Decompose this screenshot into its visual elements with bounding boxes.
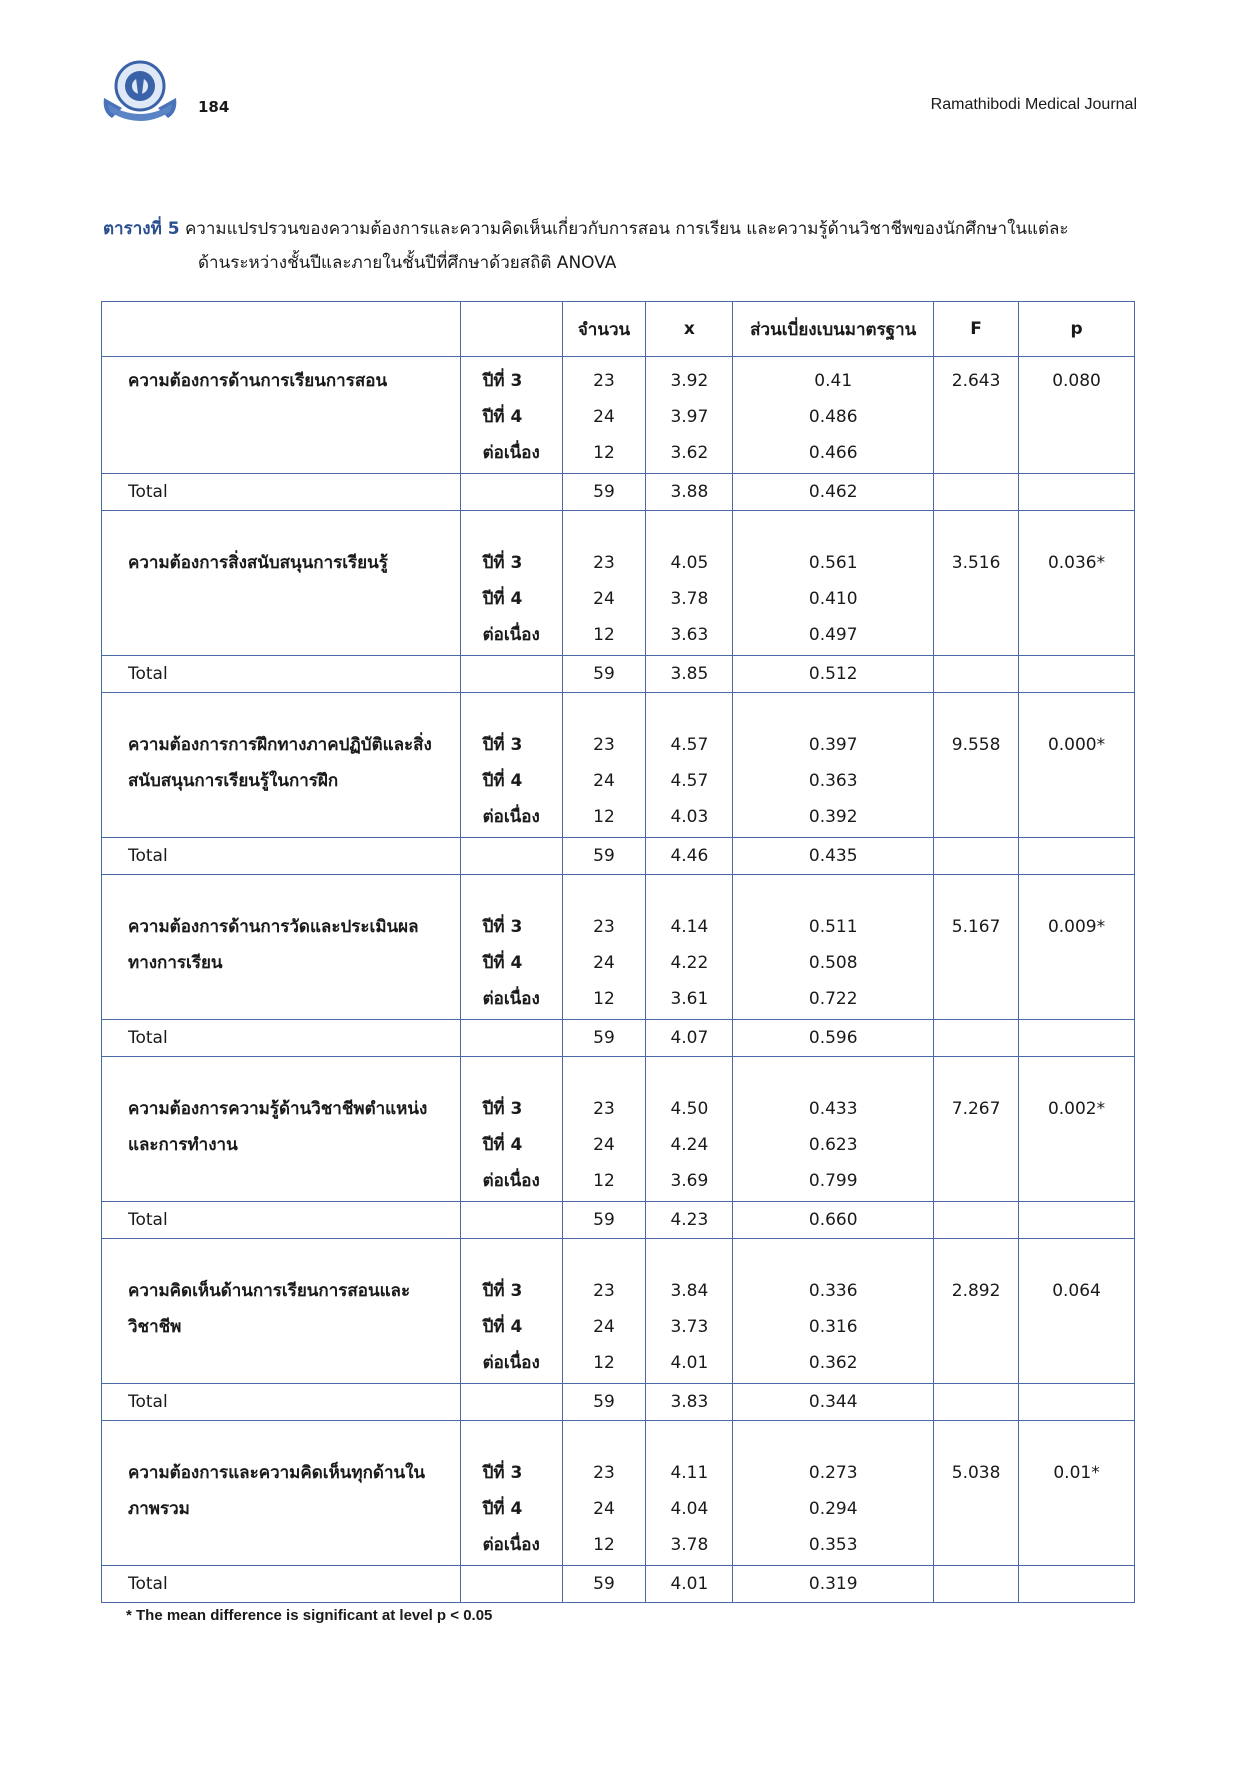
level-cell <box>460 1421 562 1566</box>
level-cell-value: ปีที่ 3 <box>482 1281 523 1301</box>
f-cell <box>934 511 1019 656</box>
total-mean: 3.88 <box>646 474 733 511</box>
total-row <box>102 656 1135 693</box>
total-row <box>102 1384 1135 1421</box>
page-header <box>0 0 1249 140</box>
level-cell-value: ปีที่ 4 <box>482 1317 523 1337</box>
p-cell <box>1019 1421 1135 1566</box>
mean-cell <box>646 693 733 838</box>
level-cell-value: ปีที่ 3 <box>482 917 523 937</box>
total-row <box>102 474 1135 511</box>
journal-title: Ramathibodi Medical Journal <box>930 96 1137 113</box>
significance-footnote: * The mean difference is significant at level p < 0.05 <box>126 1607 493 1624</box>
total-mean: 3.83 <box>646 1384 733 1421</box>
p-cell <box>1019 1057 1135 1202</box>
f-cell <box>934 875 1019 1020</box>
header-p: p <box>1019 302 1135 357</box>
level-cell-value: ปีที่ 4 <box>482 1499 523 1519</box>
total-mean: 4.07 <box>646 1020 733 1057</box>
p-cell <box>1019 875 1135 1020</box>
total-f-empty <box>934 1566 1019 1603</box>
total-p-empty <box>1019 1566 1135 1603</box>
sd-cell-value: 0.511 <box>808 917 858 937</box>
category-cell-value: ความต้องการด้านการวัดและประเมินผลทางการเรียน <box>128 917 419 973</box>
mean-cell-value: 4.04 <box>670 1499 709 1519</box>
count-cell-value: 24 <box>593 589 615 609</box>
mean-cell <box>646 511 733 656</box>
total-count: 59 <box>562 1566 646 1603</box>
caption-line-2: ด้านระหว่างชั้นปีและภายในชั้นปีที่ศึกษาด้วยสถิติ ANOVA <box>198 253 617 273</box>
count-cell <box>562 357 646 474</box>
total-p-empty <box>1019 1020 1135 1057</box>
mean-cell <box>646 1421 733 1566</box>
sd-cell-value: 0.466 <box>808 443 858 463</box>
sd-cell <box>733 693 934 838</box>
p-cell-value: 0.009* <box>1047 917 1106 937</box>
level-cell-value: ต่อเนื่อง <box>482 1535 540 1555</box>
total-mean: 4.23 <box>646 1202 733 1239</box>
f-cell-value: 9.558 <box>951 735 1001 755</box>
total-level-empty <box>460 656 562 693</box>
sd-cell-value: 0.397 <box>808 735 858 755</box>
mean-cell-value: 4.01 <box>670 1353 709 1373</box>
sd-cell-value: 0.410 <box>808 589 858 609</box>
total-label: Total <box>102 1020 461 1057</box>
count-cell-value: 24 <box>593 771 615 791</box>
total-level-empty <box>460 474 562 511</box>
total-p-empty <box>1019 656 1135 693</box>
level-cell-value: ปีที่ 3 <box>482 371 523 391</box>
total-sd: 0.660 <box>733 1202 934 1239</box>
total-p-empty <box>1019 474 1135 511</box>
count-cell-value: 24 <box>593 1499 615 1519</box>
mean-cell-value: 4.05 <box>670 553 709 573</box>
header-f: F <box>934 302 1019 357</box>
level-cell-value: ปีที่ 4 <box>482 953 523 973</box>
table-group-row <box>102 511 1135 656</box>
count-cell <box>562 1239 646 1384</box>
total-p-empty <box>1019 838 1135 875</box>
total-row <box>102 1020 1135 1057</box>
total-label: Total <box>102 1384 461 1421</box>
p-cell <box>1019 693 1135 838</box>
header-level <box>460 302 562 357</box>
sd-cell-value: 0.363 <box>808 771 858 791</box>
sd-cell-value: 0.273 <box>808 1463 858 1483</box>
f-cell <box>934 1239 1019 1384</box>
total-count: 59 <box>562 474 646 511</box>
f-cell-value: 2.892 <box>951 1281 1001 1301</box>
count-cell-value: 24 <box>593 953 615 973</box>
category-cell <box>102 511 461 656</box>
total-f-empty <box>934 656 1019 693</box>
total-sd: 0.596 <box>733 1020 934 1057</box>
count-cell <box>562 875 646 1020</box>
total-count: 59 <box>562 656 646 693</box>
mean-cell <box>646 1057 733 1202</box>
p-cell <box>1019 511 1135 656</box>
count-cell-value: 24 <box>593 407 615 427</box>
table-body <box>102 357 1135 1603</box>
f-cell <box>934 357 1019 474</box>
count-cell-value: 23 <box>593 553 615 573</box>
total-level-empty <box>460 1566 562 1603</box>
level-cell-value: ต่อเนื่อง <box>482 1171 540 1191</box>
level-cell <box>460 875 562 1020</box>
mean-cell-value: 4.24 <box>670 1135 709 1155</box>
total-level-empty <box>460 1020 562 1057</box>
total-label: Total <box>102 1202 461 1239</box>
total-count: 59 <box>562 1020 646 1057</box>
mean-cell <box>646 875 733 1020</box>
total-sd: 0.435 <box>733 838 934 875</box>
level-cell-value: ปีที่ 3 <box>482 1099 523 1119</box>
category-cell-value: ความต้องการการฝึกทางภาคปฏิบัติและสิ่งสนับสนุนการเรียนรู้ในการฝึก <box>128 735 432 791</box>
table-group-row <box>102 693 1135 838</box>
level-cell <box>460 511 562 656</box>
sd-cell-value: 0.433 <box>808 1099 858 1119</box>
caption-line-1: ความแปรปรวนของความต้องการและความคิดเห็นเกี่ยวกับการสอน การเรียน และความรู้ด้านวิชาชีพของนักศึกษาในแต่ละ <box>184 219 1069 239</box>
count-cell-value: 12 <box>593 989 615 1009</box>
count-cell-value: 12 <box>593 1171 615 1191</box>
level-cell-value: ปีที่ 3 <box>482 553 523 573</box>
mean-cell-value: 4.11 <box>670 1463 709 1483</box>
mean-cell <box>646 357 733 474</box>
level-cell-value: ปีที่ 4 <box>482 589 523 609</box>
total-label: Total <box>102 474 461 511</box>
mean-cell-value: 3.62 <box>670 443 709 463</box>
category-cell <box>102 1057 461 1202</box>
category-cell <box>102 357 461 474</box>
f-cell-value: 3.516 <box>951 553 1001 573</box>
total-p-empty <box>1019 1384 1135 1421</box>
total-f-empty <box>934 1202 1019 1239</box>
mean-cell-value: 4.57 <box>670 771 709 791</box>
count-cell-value: 24 <box>593 1135 615 1155</box>
level-cell <box>460 1057 562 1202</box>
p-cell <box>1019 1239 1135 1384</box>
total-mean: 3.85 <box>646 656 733 693</box>
table-group-row <box>102 1057 1135 1202</box>
level-cell <box>460 1239 562 1384</box>
sd-cell-value: 0.336 <box>808 1281 858 1301</box>
level-cell-value: ต่อเนื่อง <box>482 443 540 463</box>
f-cell-value: 5.167 <box>951 917 1001 937</box>
total-f-empty <box>934 1384 1019 1421</box>
count-cell-value: 12 <box>593 1535 615 1555</box>
count-cell-value: 23 <box>593 1099 615 1119</box>
sd-cell <box>733 875 934 1020</box>
count-cell <box>562 1057 646 1202</box>
mean-cell-value: 3.92 <box>670 371 709 391</box>
table-group-row <box>102 1239 1135 1384</box>
category-cell <box>102 1239 461 1384</box>
sd-cell-value: 0.316 <box>808 1317 858 1337</box>
count-cell <box>562 693 646 838</box>
f-cell <box>934 1421 1019 1566</box>
mean-cell-value: 3.84 <box>670 1281 709 1301</box>
total-level-empty <box>460 838 562 875</box>
category-cell-value: ความต้องการสิ่งสนับสนุนการเรียนรู้ <box>128 553 388 573</box>
sd-cell <box>733 511 934 656</box>
sd-cell <box>733 357 934 474</box>
sd-cell <box>733 1057 934 1202</box>
total-count: 59 <box>562 1384 646 1421</box>
mean-cell-value: 4.14 <box>670 917 709 937</box>
page-number: 184 <box>198 98 230 116</box>
total-level-empty <box>460 1202 562 1239</box>
p-cell-value: 0.01* <box>1053 1463 1100 1483</box>
count-cell-value: 12 <box>593 625 615 645</box>
mean-cell-value: 3.69 <box>670 1171 709 1191</box>
header-sd: ส่วนเบี่ยงเบนมาตรฐาน <box>733 302 934 357</box>
category-cell-value: ความต้องการและความคิดเห็นทุกด้านในภาพรวม <box>128 1463 426 1519</box>
category-cell <box>102 875 461 1020</box>
sd-cell-value: 0.362 <box>808 1353 858 1373</box>
sd-cell <box>733 1421 934 1566</box>
f-cell-value: 5.038 <box>951 1463 1001 1483</box>
count-cell-value: 23 <box>593 917 615 937</box>
count-cell <box>562 511 646 656</box>
p-cell-value: 0.036* <box>1047 553 1106 573</box>
sd-cell-value: 0.799 <box>808 1171 858 1191</box>
total-f-empty <box>934 838 1019 875</box>
table-group-row <box>102 1421 1135 1566</box>
category-cell-value: ความต้องการความรู้ด้านวิชาชีพตำแหน่งและการทำงาน <box>128 1099 428 1155</box>
p-cell-value: 0.002* <box>1047 1099 1106 1119</box>
p-cell <box>1019 357 1135 474</box>
sd-cell-value: 0.722 <box>808 989 858 1009</box>
category-cell-value: ความคิดเห็นด้านการเรียนการสอนและวิชาชีพ <box>128 1281 411 1337</box>
mean-cell-value: 3.97 <box>670 407 709 427</box>
sd-cell-value: 0.623 <box>808 1135 858 1155</box>
sd-cell-value: 0.497 <box>808 625 858 645</box>
total-sd: 0.344 <box>733 1384 934 1421</box>
total-count: 59 <box>562 1202 646 1239</box>
mean-cell-value: 4.03 <box>670 807 709 827</box>
count-cell-value: 23 <box>593 735 615 755</box>
sd-cell-value: 0.486 <box>808 407 858 427</box>
table-caption <box>103 212 1143 280</box>
category-cell <box>102 1421 461 1566</box>
total-f-empty <box>934 474 1019 511</box>
total-row <box>102 1202 1135 1239</box>
total-row <box>102 1566 1135 1603</box>
anova-table <box>101 301 1135 1603</box>
f-cell-value: 2.643 <box>951 371 1001 391</box>
sd-cell-value: 0.353 <box>808 1535 858 1555</box>
level-cell-value: ปีที่ 3 <box>482 735 523 755</box>
table-group-row <box>102 357 1135 474</box>
level-cell-value: ต่อเนื่อง <box>482 1353 540 1373</box>
total-sd: 0.512 <box>733 656 934 693</box>
level-cell <box>460 693 562 838</box>
mean-cell-value: 3.73 <box>670 1317 709 1337</box>
table-group-row <box>102 875 1135 1020</box>
p-cell-value: 0.000* <box>1047 735 1106 755</box>
header-count: จำนวน <box>562 302 646 357</box>
header-category <box>102 302 461 357</box>
count-cell-value: 12 <box>593 807 615 827</box>
total-mean: 4.01 <box>646 1566 733 1603</box>
total-count: 59 <box>562 838 646 875</box>
university-seal-logo <box>100 58 180 124</box>
f-cell <box>934 1057 1019 1202</box>
count-cell-value: 12 <box>593 443 615 463</box>
level-cell <box>460 357 562 474</box>
count-cell-value: 23 <box>593 1281 615 1301</box>
category-cell <box>102 693 461 838</box>
level-cell-value: ต่อเนื่อง <box>482 989 540 1009</box>
header-mean: x <box>646 302 733 357</box>
mean-cell <box>646 1239 733 1384</box>
mean-cell-value: 3.78 <box>670 1535 709 1555</box>
total-sd: 0.319 <box>733 1566 934 1603</box>
total-level-empty <box>460 1384 562 1421</box>
p-cell-value: 0.064 <box>1052 1281 1101 1301</box>
total-row <box>102 838 1135 875</box>
total-mean: 4.46 <box>646 838 733 875</box>
category-cell-value: ความต้องการด้านการเรียนการสอน <box>128 371 388 391</box>
mean-cell-value: 4.50 <box>670 1099 709 1119</box>
p-cell-value: 0.080 <box>1052 371 1101 391</box>
count-cell-value: 12 <box>593 1353 615 1373</box>
mean-cell-value: 4.22 <box>670 953 709 973</box>
total-sd: 0.462 <box>733 474 934 511</box>
sd-cell-value: 0.41 <box>814 371 853 391</box>
mean-cell-value: 4.57 <box>670 735 709 755</box>
count-cell <box>562 1421 646 1566</box>
sd-cell <box>733 1239 934 1384</box>
total-p-empty <box>1019 1202 1135 1239</box>
mean-cell-value: 3.61 <box>670 989 709 1009</box>
sd-cell-value: 0.294 <box>808 1499 858 1519</box>
total-label: Total <box>102 838 461 875</box>
f-cell-value: 7.267 <box>951 1099 1001 1119</box>
mean-cell-value: 3.78 <box>670 589 709 609</box>
level-cell-value: ปีที่ 4 <box>482 1135 523 1155</box>
sd-cell-value: 0.392 <box>808 807 858 827</box>
level-cell-value: ต่อเนื่อง <box>482 807 540 827</box>
sd-cell-value: 0.508 <box>808 953 858 973</box>
level-cell-value: ต่อเนื่อง <box>482 625 540 645</box>
level-cell-value: ปีที่ 3 <box>482 1463 523 1483</box>
count-cell-value: 24 <box>593 1317 615 1337</box>
total-f-empty <box>934 1020 1019 1057</box>
table-header-row <box>102 302 1135 357</box>
total-label: Total <box>102 1566 461 1603</box>
mean-cell-value: 3.63 <box>670 625 709 645</box>
total-label: Total <box>102 656 461 693</box>
sd-cell-value: 0.561 <box>808 553 858 573</box>
count-cell-value: 23 <box>593 1463 615 1483</box>
level-cell-value: ปีที่ 4 <box>482 771 523 791</box>
count-cell-value: 23 <box>593 371 615 391</box>
table-label: ตารางที่ 5 <box>103 219 180 239</box>
f-cell <box>934 693 1019 838</box>
level-cell-value: ปีที่ 4 <box>482 407 523 427</box>
